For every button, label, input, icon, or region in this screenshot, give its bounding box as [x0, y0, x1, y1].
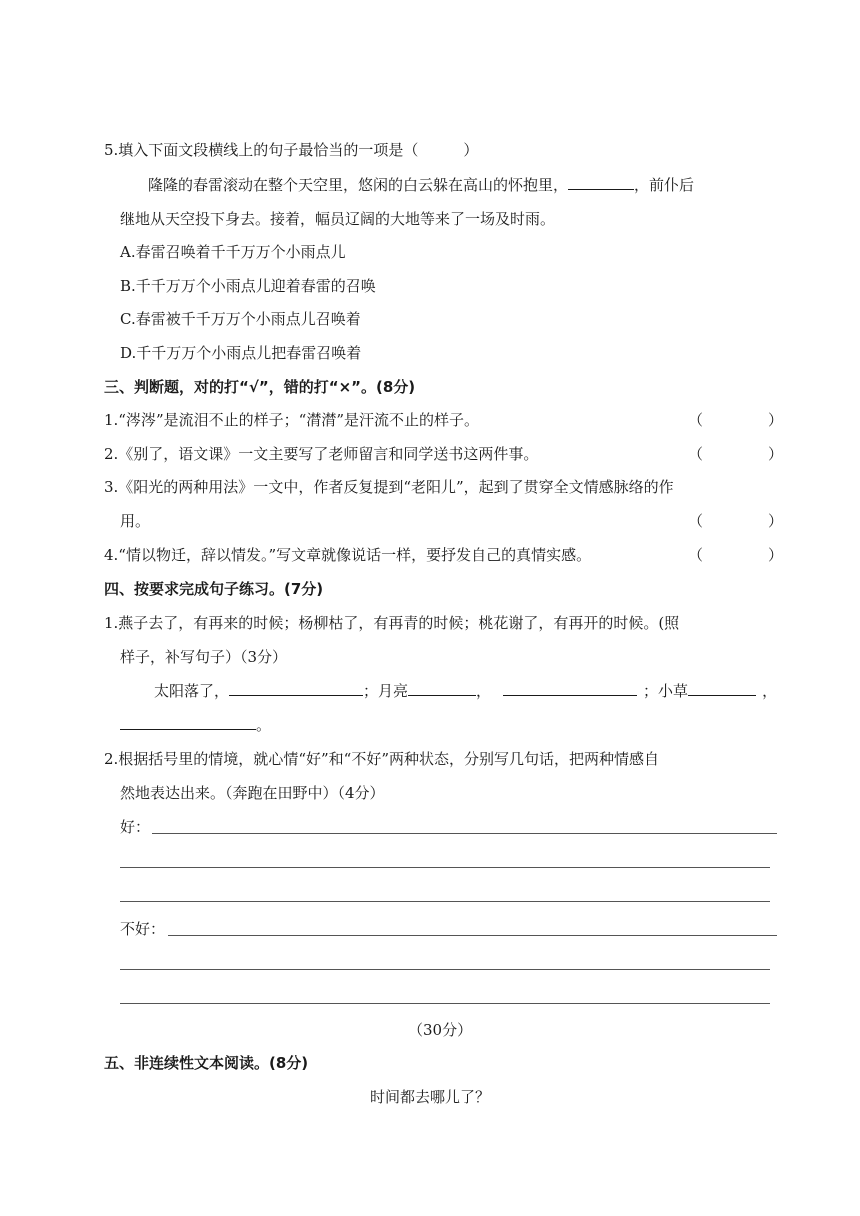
good-writing-line-2[interactable] — [120, 867, 770, 868]
section3-title: 三、判断题，对的打“√”，错的打“×”。(8分) — [104, 378, 416, 396]
section-score: （30分） — [408, 1021, 473, 1039]
judge-item-3: 3.《阳光的两种用法》一文中，作者反复提到“老阳儿”，起到了贯穿全文情感脉络的作 — [104, 478, 674, 496]
q5-passage-text-a: 隆隆的春雷滚动在整个天空里，悠闲的白云躲在高山的怀抱里， — [148, 176, 569, 194]
fill-text-comma-1: ， — [476, 682, 492, 700]
fill-text-period: 。 — [256, 716, 272, 734]
q5-blank[interactable] — [568, 175, 634, 190]
judge-answer-1-open[interactable]: （ — [688, 411, 704, 429]
fill-blank-3[interactable] — [503, 681, 637, 696]
bad-writing-line-2[interactable] — [120, 969, 770, 970]
bad-label: 不好： — [120, 920, 166, 938]
bad-writing-line-1[interactable] — [168, 935, 777, 936]
section5-title: 五、非连续性文本阅读。(8分) — [104, 1054, 309, 1072]
section4-title: 四、按要求完成句子练习。(7分) — [104, 580, 324, 598]
q5-stem: 5.填入下面文段横线上的句子最恰当的一项是（ ） — [104, 141, 479, 159]
fill-text-comma-2: ， — [762, 682, 778, 700]
q5-passage-line1 — [148, 175, 694, 195]
s4-q1-fill-line2 — [120, 715, 271, 735]
judge-item-4: 4.“情以物迁，辞以情发。”写文章就像说话一样，要抒发自己的真情实感。 — [104, 546, 592, 564]
fill-blank-5[interactable] — [120, 715, 256, 730]
fill-text-sun: 太阳落了， — [154, 682, 230, 700]
judge-answer-3-close[interactable]: ） — [768, 512, 784, 530]
judge-answer-2-open[interactable]: （ — [688, 445, 704, 463]
q5-option-b[interactable]: B.千千万万个小雨点儿迎着春雷的召唤 — [120, 277, 376, 295]
q5-option-c[interactable]: C.春雷被千千万万个小雨点儿召唤着 — [120, 310, 361, 328]
s4-q1-line2: 样子，补写句子）（3分） — [120, 648, 288, 666]
s4-q1-fill-line — [154, 681, 777, 701]
judge-answer-4-open[interactable]: （ — [688, 546, 704, 564]
fill-blank-2[interactable] — [408, 681, 476, 696]
judge-answer-1-close[interactable]: ） — [768, 411, 784, 429]
q5-passage-text-b: ，前仆后 — [634, 176, 695, 194]
judge-item-2: 2.《别了，语文课》一文主要写了老师留言和同学送书这两件事。 — [104, 445, 539, 463]
q5-option-d[interactable]: D.千千万万个小雨点儿把春雷召唤着 — [120, 344, 362, 362]
judge-item-1: 1.“涔涔”是流泪不止的样子；“潸潸”是汗流不止的样子。 — [104, 411, 479, 429]
s4-q2-line1: 2.根据括号里的情境，就心情“好”和“不好”两种状态，分别写几句话，把两种情感自 — [104, 750, 659, 768]
fill-blank-4[interactable] — [688, 681, 756, 696]
judge-answer-2-close[interactable]: ） — [768, 445, 784, 463]
bad-writing-line-3[interactable] — [120, 1003, 770, 1004]
fill-text-moon: ；月亮 — [363, 682, 409, 700]
fill-text-grass: ；小草 — [643, 682, 689, 700]
s4-q2-line2: 然地表达出来。（奔跑在田野中）（4分） — [120, 784, 385, 802]
q5-option-a[interactable]: A.春雷召唤着千千万万个小雨点儿 — [120, 243, 346, 261]
fill-blank-1[interactable] — [229, 681, 363, 696]
s4-q1-line1: 1.燕子去了，有再来的时候；杨柳枯了，有再青的时候；桃花谢了，有再开的时候。(照 — [104, 614, 680, 632]
judge-answer-3-open[interactable]: （ — [688, 512, 704, 530]
judge-answer-4-close[interactable]: ） — [768, 546, 784, 564]
section5-heading: 时间都去哪儿了？ — [370, 1088, 491, 1106]
good-writing-line-3[interactable] — [120, 901, 770, 902]
judge-item-3-cont: 用。 — [120, 512, 151, 530]
q5-passage-line2: 继地从天空投下身去。接着，幅员辽阔的大地等来了一场及时雨。 — [120, 210, 556, 228]
good-label: 好： — [120, 818, 151, 836]
good-writing-line-1[interactable] — [152, 833, 777, 834]
